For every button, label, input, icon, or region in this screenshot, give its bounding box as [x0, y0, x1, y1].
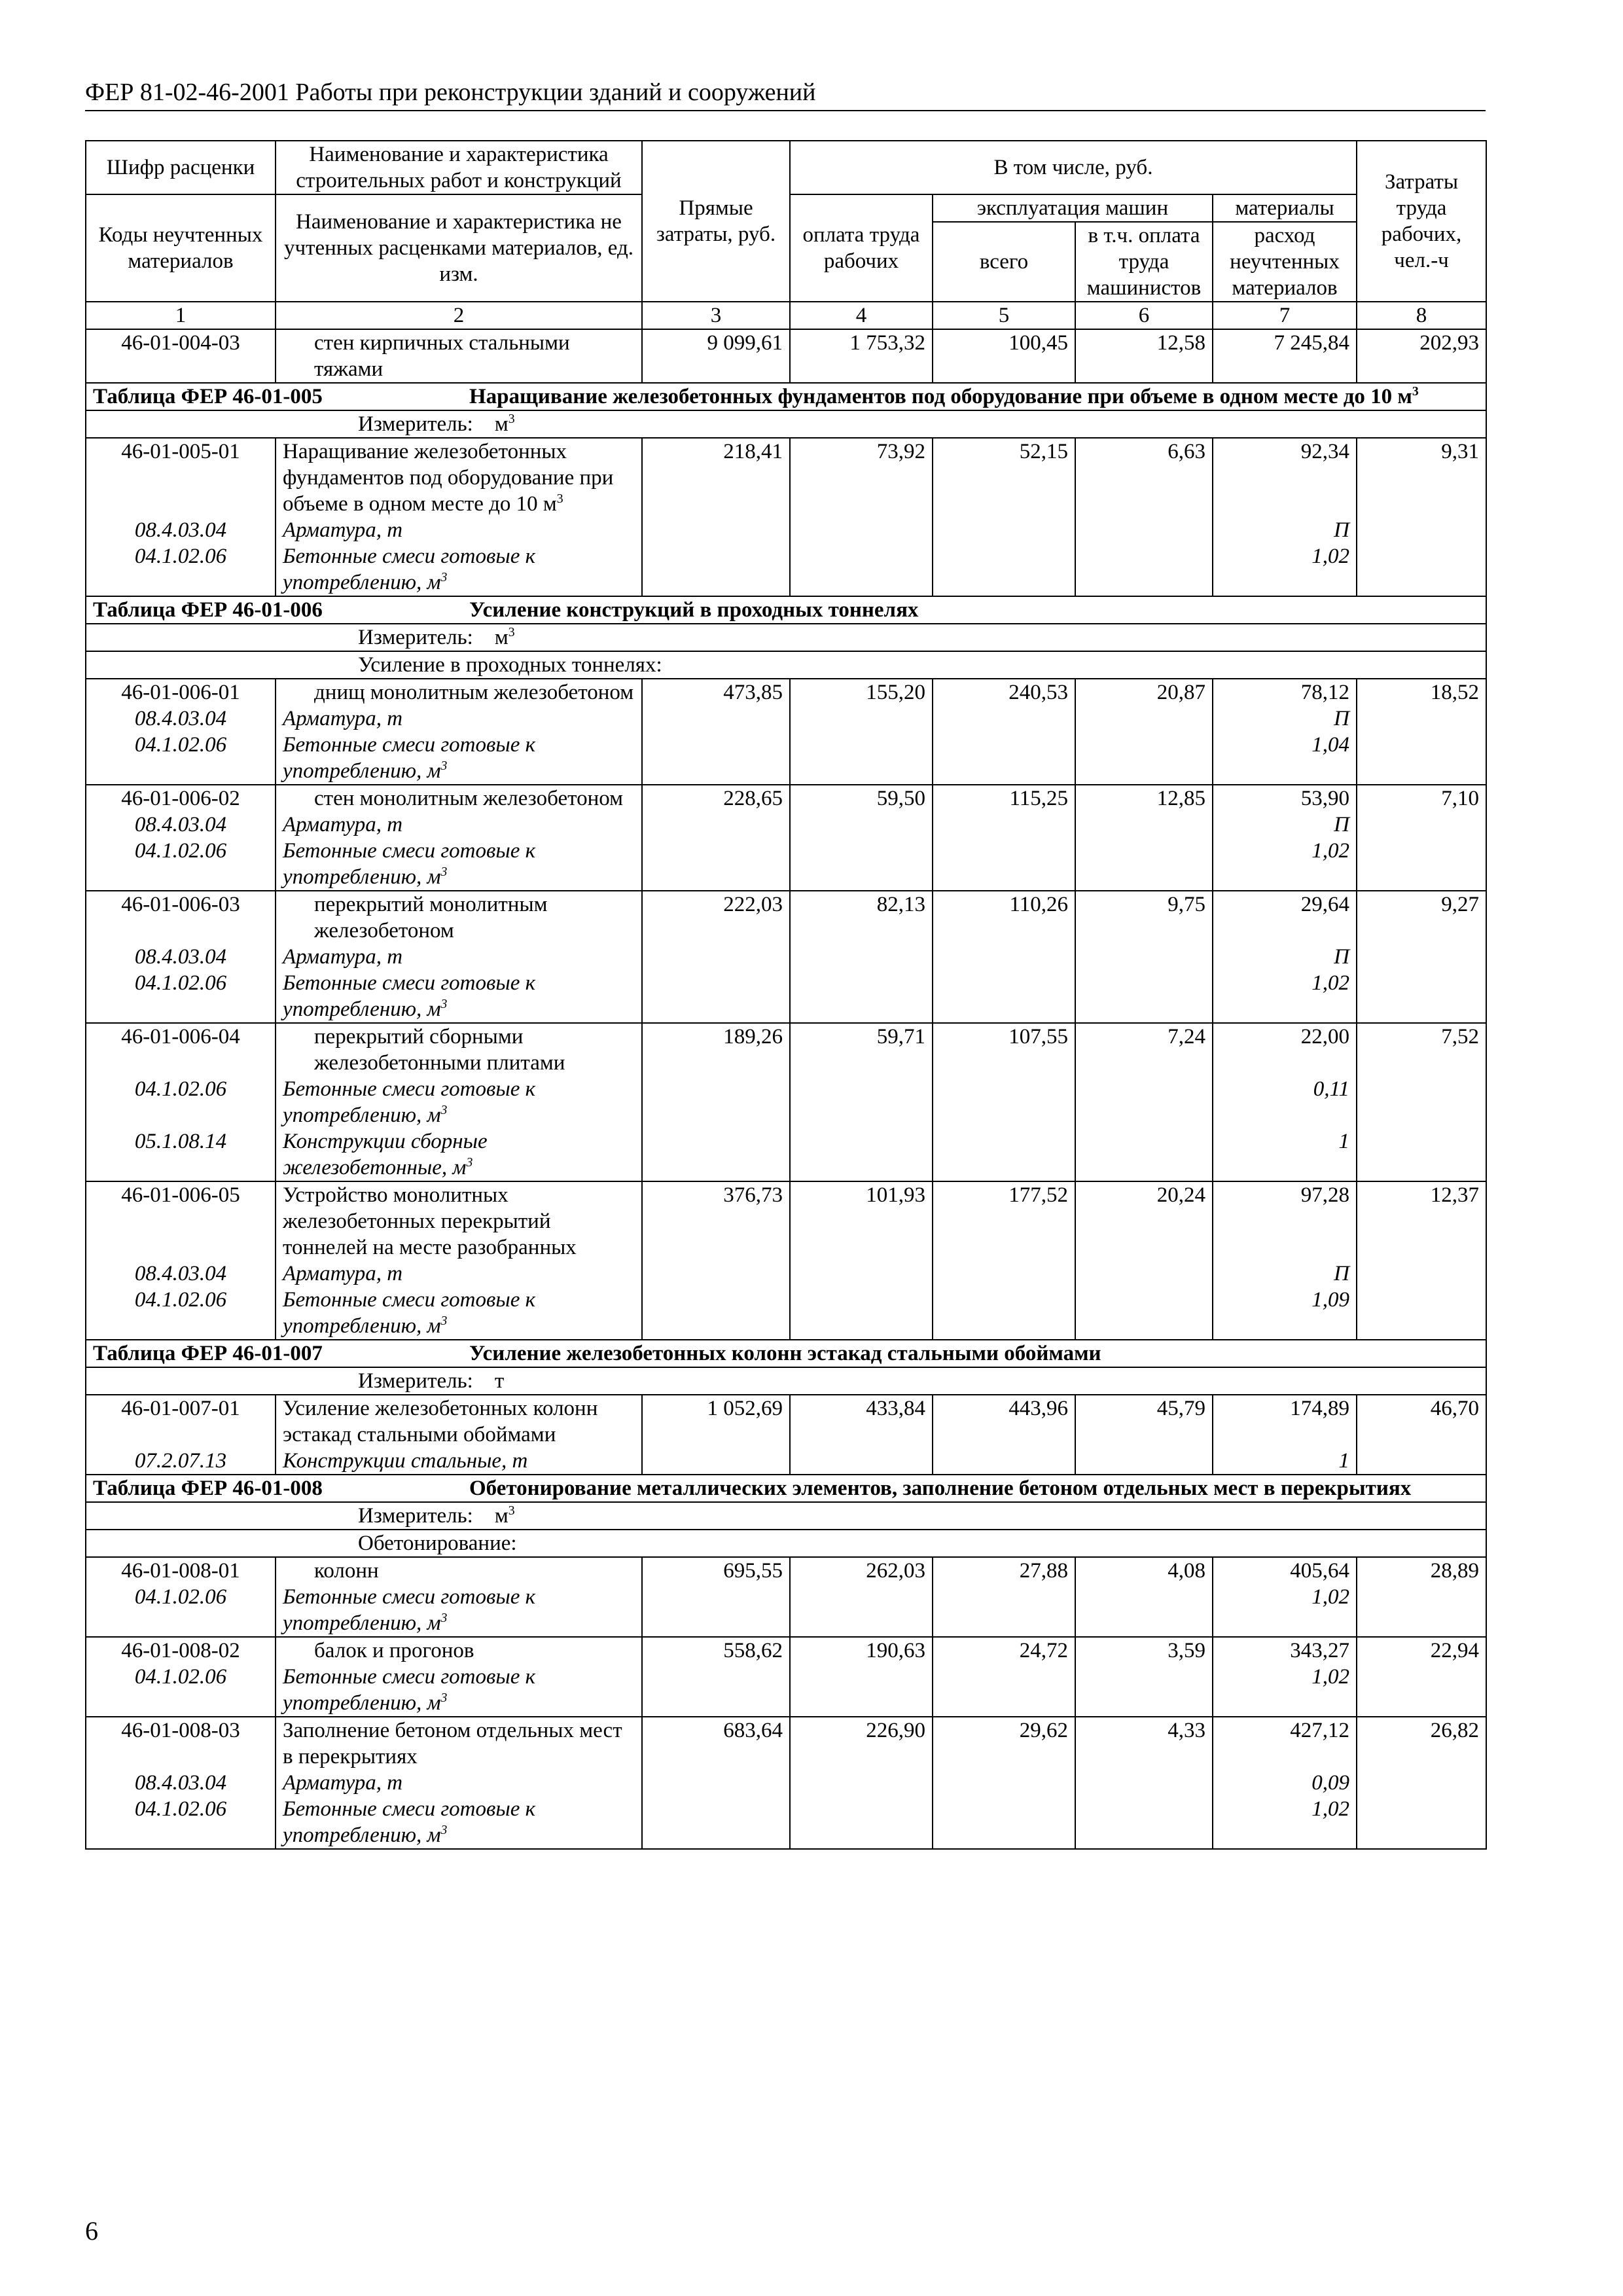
- machine-total-value: 27,88: [933, 1557, 1075, 1637]
- col-number: 5: [933, 302, 1075, 329]
- table-row: [86, 329, 1486, 383]
- material-qty: 1,02: [1213, 970, 1357, 1023]
- rate-code: 46-01-005-01: [86, 438, 276, 517]
- page-number: 6: [85, 2216, 98, 2246]
- material-name: [276, 1261, 642, 1287]
- table-row: [86, 1181, 1486, 1261]
- measure-cell: [86, 624, 1486, 651]
- header-material-codes: Коды неучтенных материалов: [86, 194, 276, 302]
- machine-wages-value: 12,58: [1075, 329, 1213, 383]
- material-name: [276, 838, 642, 891]
- machine-wages-value: 6,63: [1075, 438, 1213, 596]
- material-name-text: Бетонные смеси готовые к употреблению, м: [283, 971, 536, 1021]
- table-row: [86, 1023, 1486, 1076]
- section-row: [86, 1530, 1486, 1557]
- measure-row: [86, 410, 1486, 438]
- rate-name: [276, 1023, 642, 1076]
- machine-wages-value: 9,75: [1075, 891, 1213, 1023]
- machine-total-value: 29,62: [933, 1717, 1075, 1849]
- header-materials-sub: расход неучтенных материалов: [1213, 222, 1357, 302]
- superscript: 3: [440, 1691, 448, 1705]
- material-code: 04.1.02.06: [86, 732, 276, 785]
- header-material-names: Наименование и характеристика не учтенных расценками материалов, ед. изм.: [276, 194, 642, 302]
- direct-costs-value: 683,64: [642, 1717, 790, 1849]
- labor-costs-value: 12,37: [1357, 1181, 1486, 1340]
- rate-name: [276, 1717, 642, 1770]
- rates-table: [85, 140, 1487, 1850]
- measure-unit: т: [494, 1369, 505, 1393]
- measure-row: [86, 624, 1486, 651]
- material-qty: 1,04: [1213, 732, 1357, 785]
- table-heading: [86, 596, 1486, 624]
- material-qty: П: [1213, 944, 1357, 970]
- measure-label: Измеритель:: [358, 412, 473, 436]
- table-heading-row: [86, 1340, 1486, 1367]
- labor-costs-value: 46,70: [1357, 1395, 1486, 1475]
- material-code: 04.1.02.06: [86, 838, 276, 891]
- machine-wages-value: 3,59: [1075, 1637, 1213, 1717]
- material-code: 08.4.03.04: [86, 1261, 276, 1287]
- labor-costs-value: 18,52: [1357, 679, 1486, 785]
- rate-name-text: днищ монолитным железобетоном: [314, 681, 634, 704]
- rate-name: [276, 1557, 642, 1584]
- materials-value: 97,28: [1213, 1181, 1357, 1261]
- table-heading-row: [86, 383, 1486, 410]
- table-title-text: Наращивание железобетонных фундаментов под оборудование при объеме в одном месте до 10 м: [469, 385, 1412, 408]
- labor-costs-value: 9,31: [1357, 438, 1486, 596]
- material-name-text: Бетонные смеси готовые к употреблению, м: [283, 1585, 536, 1635]
- table-heading: [86, 383, 1486, 410]
- materials-value: 22,00: [1213, 1023, 1357, 1076]
- material-name: [276, 1584, 642, 1637]
- material-qty: П: [1213, 1261, 1357, 1287]
- rate-code: 46-01-006-04: [86, 1023, 276, 1076]
- machine-total-value: 100,45: [933, 329, 1075, 383]
- table-title: [469, 384, 1464, 410]
- table-row: [86, 1637, 1486, 1664]
- material-name-text: Бетонные смеси готовые к употреблению, м: [283, 545, 536, 594]
- labor-wages-value: 262,03: [790, 1557, 933, 1637]
- table-title-text: Усиление железобетонных колонн эстакад стальными обоймами: [469, 1342, 1101, 1365]
- materials-value: 343,27: [1213, 1637, 1357, 1664]
- materials-value: 427,12: [1213, 1717, 1357, 1770]
- section-row: [86, 651, 1486, 679]
- superscript: 3: [556, 492, 563, 506]
- rate-name: [276, 1395, 642, 1448]
- superscript: 3: [466, 1155, 473, 1170]
- machine-wages-value: 12,85: [1075, 785, 1213, 891]
- material-name: [276, 1287, 642, 1340]
- rate-name-text: перекрытий монолитным железобетоном: [314, 893, 548, 942]
- material-code: 08.4.03.04: [86, 517, 276, 543]
- material-name-text: Бетонные смеси готовые к употреблению, м: [283, 1665, 536, 1715]
- rate-code: 46-01-006-01: [86, 679, 276, 706]
- rate-name-text: Устройство монолитных железобетонных перекрытий тоннелей на месте разобранных: [283, 1183, 577, 1259]
- table-number: Таблица ФЕР 46-01-005: [93, 385, 323, 408]
- table-heading: [86, 1340, 1486, 1367]
- material-code: 04.1.02.06: [86, 1287, 276, 1340]
- machine-total-value: 24,72: [933, 1637, 1075, 1717]
- section-label: Усиление в проходных тоннелях:: [86, 651, 1486, 679]
- labor-wages-value: 155,20: [790, 679, 933, 785]
- material-code: 04.1.02.06: [86, 970, 276, 1023]
- material-name-text: Бетонные смеси готовые к употреблению, м: [283, 1077, 536, 1127]
- measure-cell: [86, 1502, 1486, 1530]
- direct-costs-value: 376,73: [642, 1181, 790, 1340]
- direct-costs-value: 473,85: [642, 679, 790, 785]
- header-machine-wages: в т.ч. оплата труда машинистов: [1075, 222, 1213, 302]
- rate-code: 46-01-006-02: [86, 785, 276, 812]
- superscript: 3: [508, 1503, 515, 1518]
- material-name: [276, 517, 642, 543]
- labor-wages-value: 101,93: [790, 1181, 933, 1340]
- measure-unit: м: [494, 1504, 508, 1528]
- material-code: 08.4.03.04: [86, 944, 276, 970]
- direct-costs-value: 1 052,69: [642, 1395, 790, 1475]
- rate-name: [276, 891, 642, 944]
- labor-costs-value: 28,89: [1357, 1557, 1486, 1637]
- superscript: 3: [440, 865, 448, 879]
- material-code: 07.2.07.13: [86, 1448, 276, 1475]
- header-machine-total: всего: [933, 222, 1075, 302]
- table-row: [86, 1717, 1486, 1770]
- rate-code: 46-01-008-02: [86, 1637, 276, 1664]
- material-qty: 1,02: [1213, 543, 1357, 596]
- material-code: 08.4.03.04: [86, 1770, 276, 1796]
- measure-unit: м: [494, 626, 508, 649]
- material-name: [276, 732, 642, 785]
- materials-value: 53,90: [1213, 785, 1357, 812]
- rate-name-text: балок и прогонов: [314, 1639, 474, 1662]
- header-labor-wages: оплата труда рабочих: [790, 194, 933, 302]
- header-machine-operation: эксплуатация машин: [933, 194, 1213, 222]
- measure-unit: м: [494, 412, 508, 436]
- rate-code: 46-01-008-01: [86, 1557, 276, 1584]
- labor-wages-value: 226,90: [790, 1717, 933, 1849]
- material-code: 04.1.02.06: [86, 543, 276, 596]
- rate-code: 46-01-006-05: [86, 1181, 276, 1261]
- material-code: 08.4.03.04: [86, 706, 276, 732]
- machine-wages-value: 20,87: [1075, 679, 1213, 785]
- direct-costs-value: 189,26: [642, 1023, 790, 1181]
- material-code: 05.1.08.14: [86, 1128, 276, 1181]
- material-qty: 1,02: [1213, 1664, 1357, 1717]
- col-number: 7: [1213, 302, 1357, 329]
- header-materials: материалы: [1213, 194, 1357, 222]
- material-qty: 1,02: [1213, 838, 1357, 891]
- material-code: 04.1.02.06: [86, 1664, 276, 1717]
- material-qty: 1,02: [1213, 1796, 1357, 1849]
- superscript: 3: [440, 759, 448, 773]
- materials-value: 78,12: [1213, 679, 1357, 706]
- measure-label: Измеритель:: [358, 626, 473, 649]
- material-qty: П: [1213, 517, 1357, 543]
- header-col-numbers: [86, 302, 1486, 329]
- direct-costs-value: 228,65: [642, 785, 790, 891]
- header-including: В том числе, руб.: [790, 141, 1357, 194]
- rate-name-text: перекрытий сборными железобетонными плитами: [314, 1025, 565, 1075]
- material-name: [276, 1796, 642, 1849]
- materials-value: 92,34: [1213, 438, 1357, 517]
- col-number: 2: [276, 302, 642, 329]
- direct-costs-value: 9 099,61: [642, 329, 790, 383]
- material-code: 04.1.02.06: [86, 1584, 276, 1637]
- measure-cell: [86, 410, 1486, 438]
- rate-name: [276, 1181, 642, 1261]
- material-name-text: Бетонные смеси готовые к употреблению, м: [283, 1797, 536, 1847]
- rate-name-text: Усиление железобетонных колонн эстакад стальными обоймами: [283, 1397, 598, 1446]
- labor-wages-value: 59,71: [790, 1023, 933, 1181]
- header-direct-costs: Прямые затраты, руб.: [642, 141, 790, 302]
- material-name: [276, 812, 642, 838]
- machine-wages-value: 4,33: [1075, 1717, 1213, 1849]
- header-code: Шифр расценки: [86, 141, 276, 194]
- materials-value: 29,64: [1213, 891, 1357, 944]
- material-name: [276, 1770, 642, 1796]
- machine-total-value: 52,15: [933, 438, 1075, 596]
- rate-name: [276, 679, 642, 706]
- col-number: 1: [86, 302, 276, 329]
- machine-total-value: 240,53: [933, 679, 1075, 785]
- material-qty: 1: [1213, 1448, 1357, 1475]
- rate-name: стен кирпичных стальными тяжами: [276, 329, 642, 383]
- material-name-text: Арматура, т: [283, 518, 403, 542]
- rate-name-text: Наращивание железобетонных фундаментов под оборудование при объеме в одном месте до 10 м: [283, 440, 614, 516]
- labor-wages-value: 190,63: [790, 1637, 933, 1717]
- machine-total-value: 177,52: [933, 1181, 1075, 1340]
- table-title: [469, 1475, 1464, 1501]
- table-number: Таблица ФЕР 46-01-007: [93, 1342, 323, 1365]
- material-name: [276, 970, 642, 1023]
- machine-wages-value: 20,24: [1075, 1181, 1213, 1340]
- material-name: [276, 1448, 642, 1475]
- measure-label: Измеритель:: [358, 1369, 473, 1393]
- table-row: [86, 1395, 1486, 1448]
- rate-code: 46-01-004-03: [86, 329, 276, 383]
- table-title: [469, 1340, 1464, 1367]
- material-qty: П: [1213, 706, 1357, 732]
- material-name-text: Бетонные смеси готовые к употреблению, м: [283, 839, 536, 889]
- material-name-text: Конструкции сборные железобетонные, м: [283, 1130, 488, 1179]
- labor-wages-value: 433,84: [790, 1395, 933, 1475]
- superscript: 3: [440, 570, 448, 584]
- material-name-text: Арматура, т: [283, 945, 403, 969]
- machine-total-value: 110,26: [933, 891, 1075, 1023]
- material-name: [276, 543, 642, 596]
- labor-costs-value: 22,94: [1357, 1637, 1486, 1717]
- table-row: [86, 891, 1486, 944]
- labor-wages-value: 59,50: [790, 785, 933, 891]
- material-qty: 1,02: [1213, 1584, 1357, 1637]
- header-labor-costs: Затраты труда рабочих, чел.-ч: [1357, 141, 1486, 302]
- material-qty: 1,09: [1213, 1287, 1357, 1340]
- col-number: 8: [1357, 302, 1486, 329]
- materials-value: 7 245,84: [1213, 329, 1357, 383]
- direct-costs-value: 558,62: [642, 1637, 790, 1717]
- col-number: 4: [790, 302, 933, 329]
- table-title: [469, 597, 1464, 623]
- rate-name-text: Заполнение бетоном отдельных мест в перекрытиях: [283, 1719, 622, 1768]
- rate-name-text: колонн: [314, 1559, 379, 1583]
- labor-costs-value: 9,27: [1357, 891, 1486, 1023]
- material-name-text: Арматура, т: [283, 707, 403, 730]
- table-row: [86, 679, 1486, 706]
- measure-label: Измеритель:: [358, 1504, 473, 1528]
- material-name: [276, 1076, 642, 1128]
- superscript: 3: [440, 1103, 448, 1117]
- superscript: 3: [440, 997, 448, 1011]
- labor-wages-value: 1 753,32: [790, 329, 933, 383]
- table-number: Таблица ФЕР 46-01-008: [93, 1477, 323, 1500]
- table-heading: [86, 1475, 1486, 1502]
- material-code: 04.1.02.06: [86, 1076, 276, 1128]
- superscript: 3: [440, 1314, 448, 1328]
- labor-wages-value: 73,92: [790, 438, 933, 596]
- superscript: 3: [440, 1611, 448, 1625]
- rate-code: 46-01-008-03: [86, 1717, 276, 1770]
- col-number: 3: [642, 302, 790, 329]
- material-name-text: Арматура, т: [283, 813, 403, 836]
- machine-wages-value: 7,24: [1075, 1023, 1213, 1181]
- direct-costs-value: 218,41: [642, 438, 790, 596]
- measure-cell: [86, 1367, 1486, 1395]
- material-qty: 1: [1213, 1128, 1357, 1181]
- material-name: [276, 944, 642, 970]
- measure-row: [86, 1367, 1486, 1395]
- col-number: 6: [1075, 302, 1213, 329]
- material-name-text: Бетонные смеси готовые к употреблению, м: [283, 733, 536, 783]
- material-name: [276, 1128, 642, 1181]
- rate-code: 46-01-006-03: [86, 891, 276, 944]
- material-name-text: Бетонные смеси готовые к употреблению, м: [283, 1288, 536, 1338]
- rate-name-text: стен монолитным железобетоном: [314, 787, 624, 810]
- table-title-text: Усиление конструкций в проходных тоннелях: [469, 598, 919, 622]
- material-qty: 0,09: [1213, 1770, 1357, 1796]
- labor-costs-value: 7,10: [1357, 785, 1486, 891]
- machine-wages-value: 4,08: [1075, 1557, 1213, 1637]
- section-label: Обетонирование:: [86, 1530, 1486, 1557]
- labor-costs-value: 202,93: [1357, 329, 1486, 383]
- table-heading-row: [86, 1475, 1486, 1502]
- material-qty: П: [1213, 812, 1357, 838]
- table-row: [86, 785, 1486, 812]
- page-header: ФЕР 81-02-46-2001 Работы при реконструкции зданий и сооружений: [85, 77, 1486, 111]
- materials-value: 174,89: [1213, 1395, 1357, 1448]
- machine-wages-value: 45,79: [1075, 1395, 1213, 1475]
- material-code: 08.4.03.04: [86, 812, 276, 838]
- machine-total-value: 107,55: [933, 1023, 1075, 1181]
- rate-name: [276, 1637, 642, 1664]
- header-name: Наименование и характеристика строительных работ и конструкций: [276, 141, 642, 194]
- rate-name: [276, 785, 642, 812]
- material-name: [276, 1664, 642, 1717]
- machine-total-value: 115,25: [933, 785, 1075, 891]
- material-code: 04.1.02.06: [86, 1796, 276, 1849]
- material-name-text: Арматура, т: [283, 1262, 403, 1285]
- measure-row: [86, 1502, 1486, 1530]
- table-row: [86, 438, 1486, 517]
- rate-name: [276, 438, 642, 517]
- materials-value: 405,64: [1213, 1557, 1357, 1584]
- superscript: 3: [508, 412, 515, 426]
- material-name: [276, 706, 642, 732]
- superscript: 3: [508, 625, 515, 639]
- material-name-text: Арматура, т: [283, 1771, 403, 1795]
- labor-wages-value: 82,13: [790, 891, 933, 1023]
- material-qty: 0,11: [1213, 1076, 1357, 1128]
- header-row-1: [86, 141, 1486, 194]
- table-row: [86, 1557, 1486, 1584]
- machine-total-value: 443,96: [933, 1395, 1075, 1475]
- table-number: Таблица ФЕР 46-01-006: [93, 598, 323, 622]
- table-title-text: Обетонирование металлических элементов, заполнение бетоном отдельных мест в перекрытиях: [469, 1477, 1412, 1500]
- direct-costs-value: 222,03: [642, 891, 790, 1023]
- labor-costs-value: 7,52: [1357, 1023, 1486, 1181]
- table-heading-row: [86, 596, 1486, 624]
- superscript: 3: [1412, 384, 1419, 399]
- superscript: 3: [440, 1823, 448, 1837]
- material-name-text: Конструкции стальные, т: [283, 1449, 528, 1473]
- rate-code: 46-01-007-01: [86, 1395, 276, 1448]
- labor-costs-value: 26,82: [1357, 1717, 1486, 1849]
- direct-costs-value: 695,55: [642, 1557, 790, 1637]
